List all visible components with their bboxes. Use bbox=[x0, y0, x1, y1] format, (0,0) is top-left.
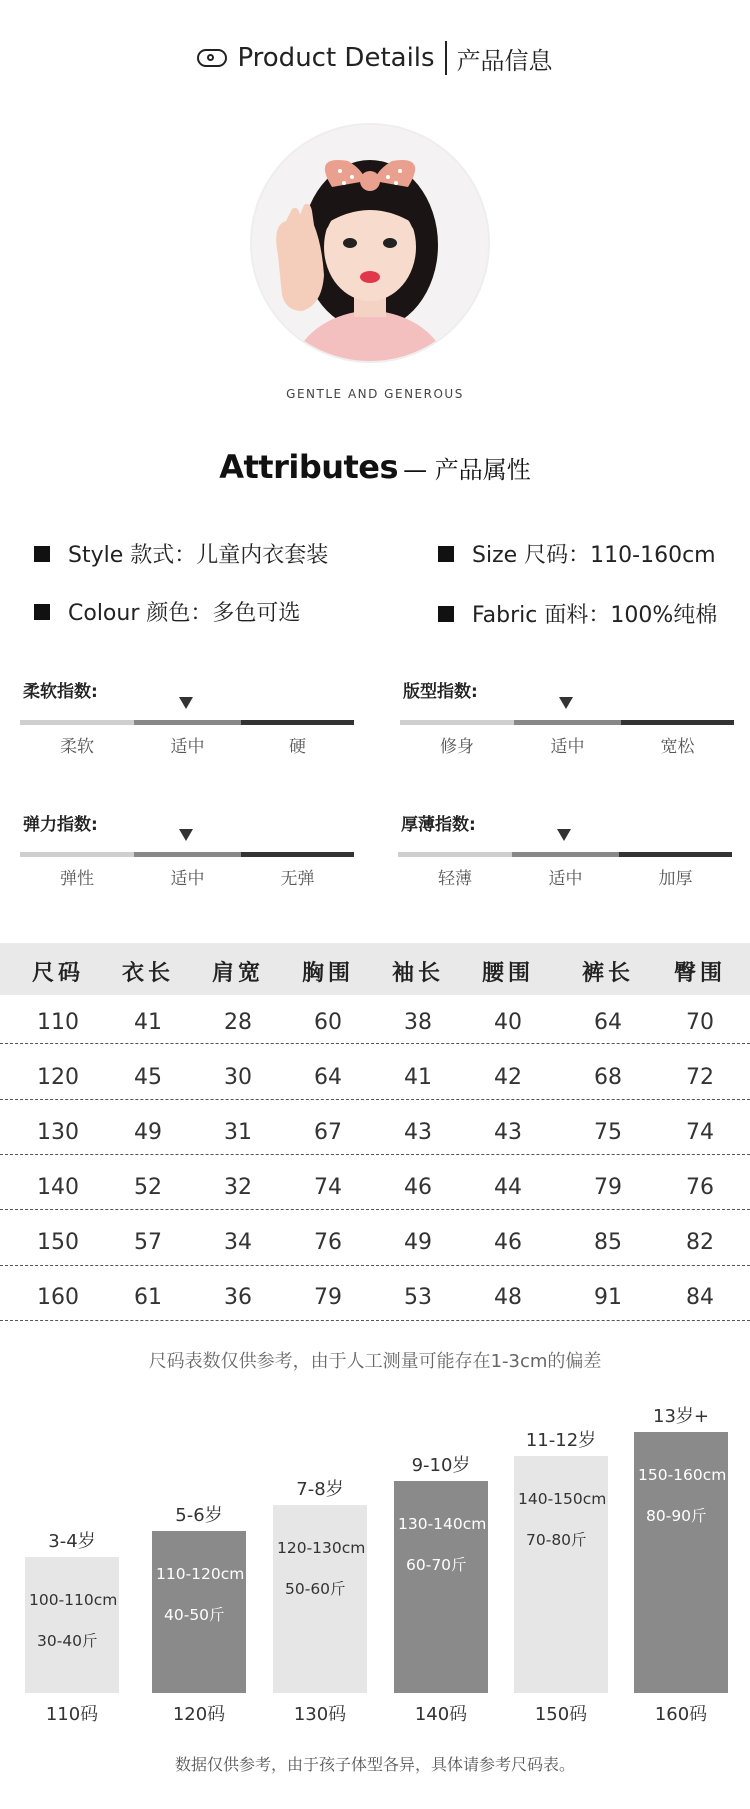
table-cell: 43 bbox=[404, 1120, 432, 1145]
age-bar bbox=[634, 1432, 728, 1693]
attr-size-text: Size 尺码：110-160cm bbox=[472, 543, 716, 568]
scale-fit-label: 版型指数: bbox=[403, 682, 478, 702]
age-bar bbox=[514, 1456, 608, 1693]
scale-thickness bbox=[401, 810, 476, 835]
age-bar-weight: 80-90斤 bbox=[646, 1507, 707, 1525]
attr-style-text: Style 款式：儿童内衣套装 bbox=[68, 543, 329, 568]
age-bar-height: 110-120cm bbox=[156, 1565, 245, 1583]
bullet-square bbox=[34, 546, 50, 562]
scale-softness-label: 柔软指数: bbox=[23, 682, 98, 702]
table-cell: 67 bbox=[314, 1120, 342, 1145]
scale-option: 适中 bbox=[550, 737, 585, 757]
size-code-label: 140码 bbox=[414, 1704, 468, 1725]
scale-option: 适中 bbox=[548, 869, 583, 889]
size-code-label: 110码 bbox=[45, 1704, 99, 1725]
scale-option: 宽松 bbox=[660, 737, 695, 757]
attr-style bbox=[34, 538, 328, 569]
table-cell: 45 bbox=[134, 1065, 162, 1090]
table-header-cell: 尺码 bbox=[31, 961, 85, 986]
table-cell: 130 bbox=[37, 1120, 79, 1145]
row-divider bbox=[0, 1265, 750, 1266]
size-table-header bbox=[0, 943, 750, 995]
row-divider bbox=[0, 1043, 750, 1044]
table-cell: 64 bbox=[594, 1010, 622, 1035]
scale-pointer-icon bbox=[557, 829, 571, 841]
scale-option: 弹性 bbox=[60, 869, 94, 889]
size-code-label: 150码 bbox=[534, 1704, 588, 1725]
table-cell: 40 bbox=[494, 1010, 522, 1035]
attr-fabric-text: Fabric 面料：100%纯棉 bbox=[472, 603, 718, 628]
scale-option: 轻薄 bbox=[438, 869, 472, 889]
table-header-cell: 袖长 bbox=[391, 961, 445, 986]
table-header-cell: 胸围 bbox=[301, 961, 355, 986]
table-header-cell: 肩宽 bbox=[211, 961, 265, 986]
table-cell: 79 bbox=[314, 1285, 342, 1310]
scale-fit bbox=[403, 677, 478, 702]
row-divider bbox=[0, 1099, 750, 1100]
table-cell: 76 bbox=[314, 1230, 342, 1255]
table-cell: 30 bbox=[224, 1065, 252, 1090]
attr-colour-text: Colour 颜色：多色可选 bbox=[68, 601, 301, 626]
table-cell: 38 bbox=[404, 1010, 432, 1035]
table-cell: 41 bbox=[134, 1010, 162, 1035]
scale-thickness-bar bbox=[398, 852, 732, 857]
scale-fit-bar bbox=[400, 720, 734, 725]
table-cell: 43 bbox=[494, 1120, 522, 1145]
scale-option: 硬 bbox=[289, 737, 306, 757]
age-bar bbox=[394, 1481, 488, 1693]
table-cell: 42 bbox=[494, 1065, 522, 1090]
size-table-note: 尺码表数仅供参考，由于人工测量可能存在1-3cm的偏差 bbox=[148, 1351, 602, 1372]
row-divider bbox=[0, 1209, 750, 1210]
table-cell: 68 bbox=[594, 1065, 622, 1090]
table-cell: 34 bbox=[224, 1230, 252, 1255]
table-cell: 32 bbox=[224, 1175, 252, 1200]
table-cell: 28 bbox=[224, 1010, 252, 1035]
age-bar-weight: 60-70斤 bbox=[406, 1556, 467, 1574]
row-divider bbox=[0, 1154, 750, 1155]
table-cell: 44 bbox=[494, 1175, 522, 1200]
scale-option: 无弹 bbox=[280, 869, 315, 889]
table-cell: 74 bbox=[686, 1120, 714, 1145]
age-label: 9-10岁 bbox=[411, 1455, 471, 1476]
age-bar bbox=[25, 1557, 119, 1693]
table-cell: 79 bbox=[594, 1175, 622, 1200]
table-cell: 52 bbox=[134, 1175, 162, 1200]
table-cell: 60 bbox=[314, 1010, 342, 1035]
table-cell: 64 bbox=[314, 1065, 342, 1090]
table-cell: 91 bbox=[594, 1285, 622, 1310]
age-bar-height: 130-140cm bbox=[398, 1515, 487, 1533]
scale-pointer-icon bbox=[559, 697, 573, 709]
scale-option: 适中 bbox=[170, 869, 205, 889]
table-cell: 150 bbox=[37, 1230, 79, 1255]
scale-option: 柔软 bbox=[60, 737, 94, 757]
scale-softness bbox=[23, 677, 98, 702]
bullet-square bbox=[438, 546, 454, 562]
age-bar-height: 100-110cm bbox=[29, 1591, 118, 1609]
table-cell: 46 bbox=[404, 1175, 432, 1200]
table-cell: 49 bbox=[134, 1120, 162, 1145]
table-cell: 76 bbox=[686, 1175, 714, 1200]
attr-size bbox=[438, 538, 716, 569]
scale-thickness-label: 厚薄指数: bbox=[401, 815, 476, 835]
scale-elasticity-bar bbox=[20, 852, 354, 857]
table-cell: 84 bbox=[686, 1285, 714, 1310]
table-cell: 160 bbox=[37, 1285, 79, 1310]
age-bar-weight: 40-50斤 bbox=[164, 1606, 225, 1624]
table-cell: 120 bbox=[37, 1065, 79, 1090]
age-bar-height: 140-150cm bbox=[518, 1490, 607, 1508]
attr-fabric bbox=[438, 598, 717, 629]
table-header-cell: 裤长 bbox=[581, 961, 635, 986]
scale-pointer-icon bbox=[179, 697, 193, 709]
table-cell: 82 bbox=[686, 1230, 714, 1255]
size-code-label: 130码 bbox=[293, 1704, 347, 1725]
table-cell: 53 bbox=[404, 1285, 432, 1310]
age-label: 11-12岁 bbox=[525, 1430, 597, 1451]
age-bar-weight: 50-60斤 bbox=[285, 1580, 346, 1598]
attributes-title-cn: — 产品属性 bbox=[403, 456, 531, 484]
attributes-title bbox=[0, 448, 750, 486]
age-bar-height: 150-160cm bbox=[638, 1466, 727, 1484]
table-cell: 85 bbox=[594, 1230, 622, 1255]
age-bar-height: 120-130cm bbox=[277, 1539, 366, 1557]
header-divider bbox=[445, 41, 447, 75]
scale-option: 加厚 bbox=[658, 869, 693, 889]
table-cell: 72 bbox=[686, 1065, 714, 1090]
table-cell: 70 bbox=[686, 1010, 714, 1035]
age-label: 3-4岁 bbox=[48, 1531, 96, 1552]
table-cell: 41 bbox=[404, 1065, 432, 1090]
header-title-cn: 产品信息 bbox=[456, 46, 553, 75]
age-bar-weight: 30-40斤 bbox=[37, 1632, 98, 1650]
age-bar bbox=[152, 1531, 246, 1693]
attr-colour bbox=[34, 596, 300, 627]
table-header-cell: 腰围 bbox=[481, 961, 535, 986]
bullet-square bbox=[438, 606, 454, 622]
tagline: GENTLE AND GENEROUS bbox=[286, 387, 464, 401]
table-cell: 61 bbox=[134, 1285, 162, 1310]
scale-option: 修身 bbox=[440, 737, 474, 757]
table-header-cell: 臀围 bbox=[673, 961, 727, 986]
table-cell: 36 bbox=[224, 1285, 252, 1310]
table-cell: 49 bbox=[404, 1230, 432, 1255]
scale-elasticity-label: 弹力指数: bbox=[23, 815, 98, 835]
age-bar bbox=[273, 1505, 367, 1693]
section-header bbox=[0, 38, 750, 78]
size-code-label: 160码 bbox=[654, 1704, 708, 1725]
scale-option: 适中 bbox=[170, 737, 205, 757]
size-code-label: 120码 bbox=[172, 1704, 226, 1725]
model-portrait-image bbox=[252, 125, 488, 361]
table-cell: 75 bbox=[594, 1120, 622, 1145]
age-chart-note: 数据仅供参考，由于孩子体型各异，具体请参考尺码表。 bbox=[174, 1755, 575, 1774]
header-title-en: Product Details bbox=[237, 43, 435, 73]
age-label: 7-8岁 bbox=[296, 1479, 344, 1500]
bullet-square bbox=[34, 604, 50, 620]
attributes-title-en: Attributes bbox=[219, 448, 399, 486]
table-header-cell: 衣长 bbox=[121, 961, 175, 986]
age-label: 5-6岁 bbox=[175, 1505, 223, 1526]
age-bar-weight: 70-80斤 bbox=[526, 1531, 587, 1549]
table-cell: 57 bbox=[134, 1230, 162, 1255]
model-portrait bbox=[252, 125, 488, 361]
age-label: 13岁+ bbox=[653, 1406, 709, 1427]
eye-icon bbox=[197, 49, 227, 67]
table-cell: 46 bbox=[494, 1230, 522, 1255]
row-divider bbox=[0, 1320, 750, 1321]
scale-pointer-icon bbox=[179, 829, 193, 841]
table-cell: 110 bbox=[37, 1010, 79, 1035]
scale-elasticity bbox=[23, 810, 98, 835]
table-cell: 140 bbox=[37, 1175, 79, 1200]
scale-softness-bar bbox=[20, 720, 354, 725]
table-cell: 74 bbox=[314, 1175, 342, 1200]
table-cell: 31 bbox=[224, 1120, 252, 1145]
table-cell: 48 bbox=[494, 1285, 522, 1310]
